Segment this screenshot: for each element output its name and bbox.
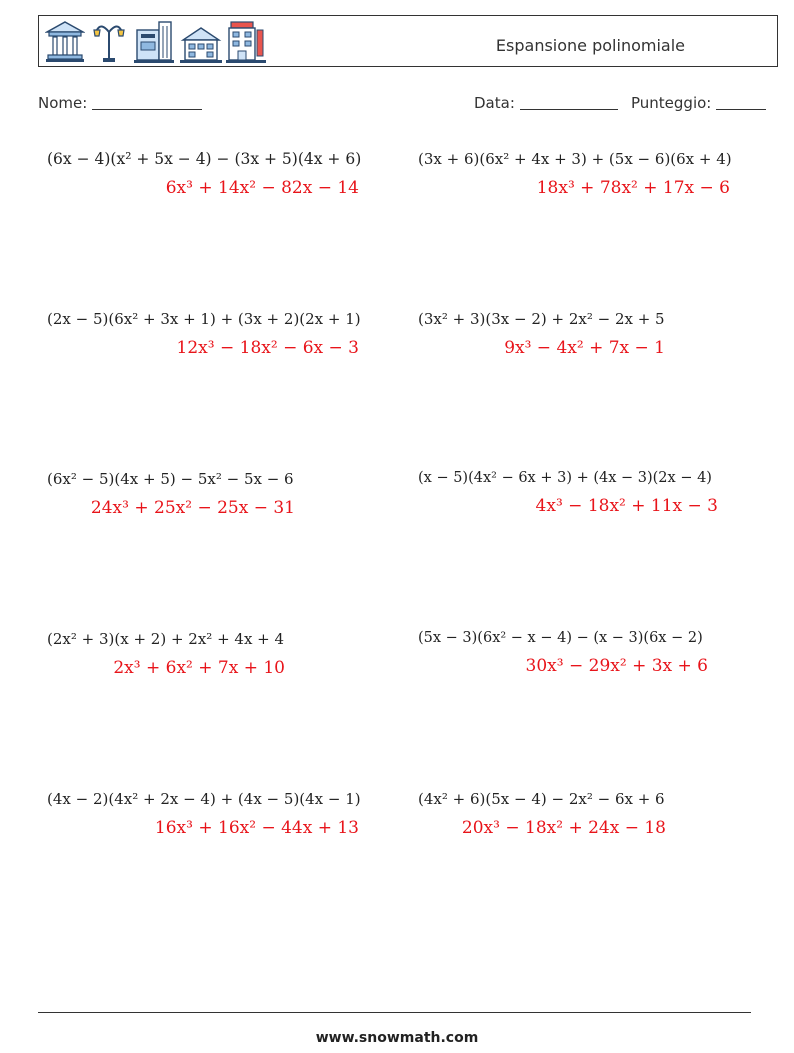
- street-lamp-icon: [91, 18, 127, 64]
- problem-answer: 6x³ + 14x² − 82x − 14: [165, 178, 359, 198]
- problem-9: [47, 790, 359, 838]
- problem-question: (3x + 6)(6x² + 4x + 3) + (5x − 6)(6x + 4): [418, 150, 732, 168]
- problem-answer: 30x³ − 29x² + 3x + 6: [525, 656, 708, 676]
- problem-8: [418, 630, 708, 676]
- problem-3: [47, 310, 359, 358]
- problem-answer: 18x³ + 78x² + 17x − 6: [536, 178, 730, 198]
- score-field[interactable]: [631, 94, 766, 112]
- problem-question: (3x² + 3)(3x − 2) + 2x² − 2x + 5: [418, 310, 665, 328]
- problem-question: (x − 5)(4x² − 6x + 3) + (4x − 3)(2x − 4): [418, 470, 712, 486]
- problem-10: [418, 790, 666, 838]
- worksheet-title: Espansione polinomiale: [495, 36, 685, 55]
- problem-7: [47, 630, 285, 678]
- problem-question: (6x − 4)(x² + 5x − 4) − (3x + 5)(4x + 6): [47, 150, 362, 168]
- date-label: Data:: [474, 94, 515, 112]
- problem-answer: 12x³ − 18x² − 6x − 3: [176, 338, 359, 358]
- problem-answer: 20x³ − 18x² + 24x − 18: [461, 818, 666, 838]
- name-label: Nome:: [38, 94, 88, 112]
- problem-question: (2x − 5)(6x² + 3x + 1) + (3x + 2)(2x + 1): [47, 310, 361, 328]
- problem-5: [47, 470, 295, 518]
- problem-question: (6x² − 5)(4x + 5) − 5x² − 5x − 6: [47, 470, 294, 488]
- date-field[interactable]: [474, 94, 618, 112]
- problem-answer: 16x³ + 16x² − 44x + 13: [154, 818, 359, 838]
- worksheet-header: [38, 15, 778, 67]
- problem-question: (2x² + 3)(x + 2) + 2x² + 4x + 4: [47, 630, 285, 648]
- footer-url[interactable]: www.snowmath.com: [315, 1030, 479, 1046]
- hotel-building-icon: [225, 18, 269, 64]
- problem-2: [418, 150, 730, 198]
- problem-question: (5x − 3)(6x² − x − 4) − (x − 3)(6x − 2): [418, 630, 703, 646]
- apartment-building-icon: [179, 18, 223, 64]
- problem-1: [47, 150, 362, 198]
- problem-6: [418, 470, 718, 516]
- name-field[interactable]: [38, 94, 202, 112]
- problem-answer: 4x³ − 18x² + 11x − 3: [535, 496, 718, 516]
- score-label: Punteggio:: [631, 94, 712, 112]
- problem-question: (4x − 2)(4x² + 2x − 4) + (4x − 5)(4x − 1): [47, 790, 361, 808]
- name-line[interactable]: [92, 94, 202, 110]
- problem-question: (4x² + 6)(5x − 4) − 2x² − 6x + 6: [418, 790, 665, 808]
- problem-answer: 24x³ + 25x² − 25x − 31: [90, 498, 295, 518]
- score-line[interactable]: [716, 94, 766, 110]
- date-line[interactable]: [520, 94, 618, 110]
- problem-4: [418, 310, 665, 358]
- museum-icon: [45, 18, 85, 64]
- footer-divider: [38, 1012, 751, 1013]
- office-building-icon: [133, 18, 175, 64]
- problem-answer: 9x³ − 4x² + 7x − 1: [504, 338, 665, 358]
- problem-answer: 2x³ + 6x² + 7x + 10: [113, 658, 285, 678]
